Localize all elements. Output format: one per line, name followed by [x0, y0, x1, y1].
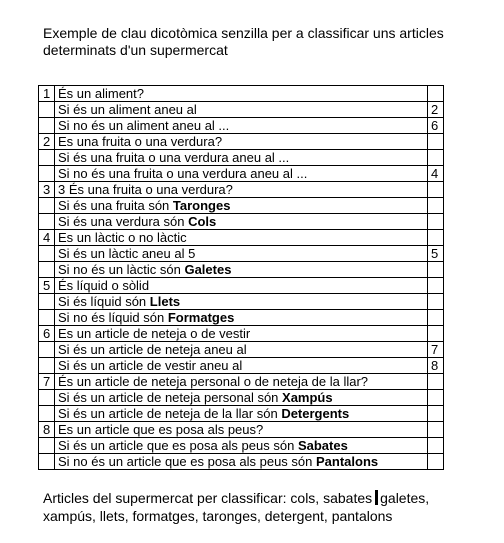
step-text-plain: Es un article que es posa als peus?	[58, 422, 264, 437]
step-number: 4	[39, 230, 55, 246]
step-text-plain: Si no és un làctic són	[58, 262, 185, 277]
go-to-step	[428, 198, 444, 214]
step-text-plain: És un aliment?	[58, 86, 144, 101]
key-row	[39, 102, 444, 118]
step-text-plain: Si és una verdura són	[58, 214, 189, 229]
go-to-step: 6	[428, 118, 444, 134]
step-text-plain: Si no és un article que es posa als peus són	[58, 454, 316, 469]
key-row	[39, 278, 444, 294]
key-row	[39, 374, 444, 390]
articles-list	[43, 489, 473, 525]
result-item: Detergents	[281, 406, 350, 421]
step-number	[39, 214, 55, 230]
articles-list-text-start: Articles del supermercat per classificar: cols, sabates	[43, 490, 373, 506]
step-text-plain: Si no és una fruita o una verdura aneu al ...	[58, 166, 308, 181]
go-to-step	[428, 438, 444, 454]
go-to-step	[428, 278, 444, 294]
key-row	[39, 86, 444, 102]
step-text-plain: Es un article de neteja o de vestir	[58, 326, 251, 341]
step-text	[55, 358, 428, 374]
step-text	[55, 374, 428, 390]
step-text	[55, 342, 428, 358]
document-title: Exemple de clau dicotòmica senzilla per a classificar uns articles determinats d'un supermercat	[43, 25, 444, 58]
step-text-plain: Si és líquid són	[58, 294, 150, 309]
step-number	[39, 358, 55, 374]
step-number	[39, 342, 55, 358]
go-to-step: 5	[428, 246, 444, 262]
step-number	[39, 198, 55, 214]
step-text-plain: És líquid o sòlid	[58, 278, 150, 293]
key-row	[39, 118, 444, 134]
key-row	[39, 246, 444, 262]
key-row	[39, 166, 444, 182]
go-to-step	[428, 86, 444, 102]
step-text-plain: Es un làctic o no làctic	[58, 230, 187, 245]
step-number: 7	[39, 374, 55, 390]
go-to-step	[428, 214, 444, 230]
key-row	[39, 198, 444, 214]
go-to-step	[428, 294, 444, 310]
go-to-step	[428, 374, 444, 390]
go-to-step	[428, 134, 444, 150]
go-to-step	[428, 454, 444, 470]
step-number: 8	[39, 422, 55, 438]
result-item: Cols	[188, 214, 217, 229]
go-to-step	[428, 262, 444, 278]
go-to-step	[428, 310, 444, 326]
step-number: 6	[39, 326, 55, 342]
result-item: Sabates	[297, 438, 348, 453]
step-text	[55, 182, 428, 198]
go-to-step: 2	[428, 102, 444, 118]
go-to-step: 8	[428, 358, 444, 374]
step-text	[55, 134, 428, 150]
step-text	[55, 230, 428, 246]
step-text-plain: Si és un article de neteja de la llar són	[58, 406, 282, 421]
key-row	[39, 390, 444, 406]
result-item: Xampús	[282, 390, 333, 405]
step-text	[55, 214, 428, 230]
go-to-step	[428, 422, 444, 438]
step-text-plain: És un article de neteja personal o de neteja de la llar?	[58, 374, 369, 389]
step-number	[39, 118, 55, 134]
step-text-plain: Si és un article de neteja personal són	[58, 390, 283, 405]
step-text-plain: Si no és líquid són	[58, 310, 168, 325]
step-text	[55, 310, 428, 326]
step-text	[55, 198, 428, 214]
step-text	[55, 278, 428, 294]
go-to-step	[428, 150, 444, 166]
step-text	[55, 294, 428, 310]
step-number: 1	[39, 86, 55, 102]
articles-list-text-end: galetes, xampús, llets, formatges, taronges, detergent, pantalons	[43, 490, 430, 524]
step-text-plain: Si és un article que es posa als peus són	[58, 438, 298, 453]
step-text	[55, 118, 428, 134]
key-row	[39, 262, 444, 278]
text-cursor	[375, 490, 378, 505]
key-row	[39, 358, 444, 374]
key-row	[39, 294, 444, 310]
step-text-plain: 3 És una fruita o una verdura?	[58, 182, 233, 197]
step-number	[39, 102, 55, 118]
key-row	[39, 406, 444, 422]
step-number	[39, 454, 55, 470]
dichotomous-key-table	[38, 85, 444, 470]
key-row	[39, 438, 444, 454]
result-item: Taronges	[172, 198, 231, 213]
step-text-plain: Si és una fruita són	[58, 198, 173, 213]
step-text-plain: Si no és un aliment aneu al ...	[58, 118, 230, 133]
key-row	[39, 182, 444, 198]
go-to-step	[428, 182, 444, 198]
step-number	[39, 438, 55, 454]
key-row	[39, 150, 444, 166]
result-item: Galetes	[184, 262, 232, 277]
step-text-plain: Si és un aliment aneu al	[58, 102, 197, 117]
step-text	[55, 454, 428, 470]
step-text	[55, 422, 428, 438]
step-number	[39, 310, 55, 326]
step-number	[39, 262, 55, 278]
result-item: Llets	[149, 294, 181, 309]
step-text	[55, 406, 428, 422]
step-number: 3	[39, 182, 55, 198]
go-to-step	[428, 230, 444, 246]
step-text-plain: Si és una fruita o una verdura aneu al ...	[58, 150, 290, 165]
key-row	[39, 310, 444, 326]
step-number	[39, 246, 55, 262]
step-text	[55, 262, 428, 278]
key-row	[39, 134, 444, 150]
step-text	[55, 246, 428, 262]
step-text	[55, 150, 428, 166]
key-row	[39, 214, 444, 230]
step-text	[55, 390, 428, 406]
key-row	[39, 342, 444, 358]
step-text	[55, 438, 428, 454]
step-number: 5	[39, 278, 55, 294]
step-text	[55, 166, 428, 182]
result-item: Formatges	[167, 310, 235, 325]
go-to-step: 4	[428, 166, 444, 182]
step-number	[39, 406, 55, 422]
go-to-step	[428, 390, 444, 406]
go-to-step	[428, 326, 444, 342]
step-number	[39, 166, 55, 182]
step-text	[55, 86, 428, 102]
step-text	[55, 326, 428, 342]
step-number: 2	[39, 134, 55, 150]
step-number	[39, 294, 55, 310]
step-text-plain: Si és un article de vestir aneu al	[58, 358, 243, 373]
result-item: Pantalons	[316, 454, 379, 469]
step-number	[39, 150, 55, 166]
step-text-plain: Si és un làctic aneu al 5	[58, 246, 196, 261]
step-text	[55, 102, 428, 118]
key-row	[39, 422, 444, 438]
go-to-step	[428, 406, 444, 422]
go-to-step: 7	[428, 342, 444, 358]
key-row	[39, 326, 444, 342]
key-row	[39, 454, 444, 470]
step-number	[39, 390, 55, 406]
step-text-plain: Si és un article de neteja aneu al	[58, 342, 247, 357]
step-text-plain: Es una fruita o una verdura?	[58, 134, 223, 149]
key-row	[39, 230, 444, 246]
